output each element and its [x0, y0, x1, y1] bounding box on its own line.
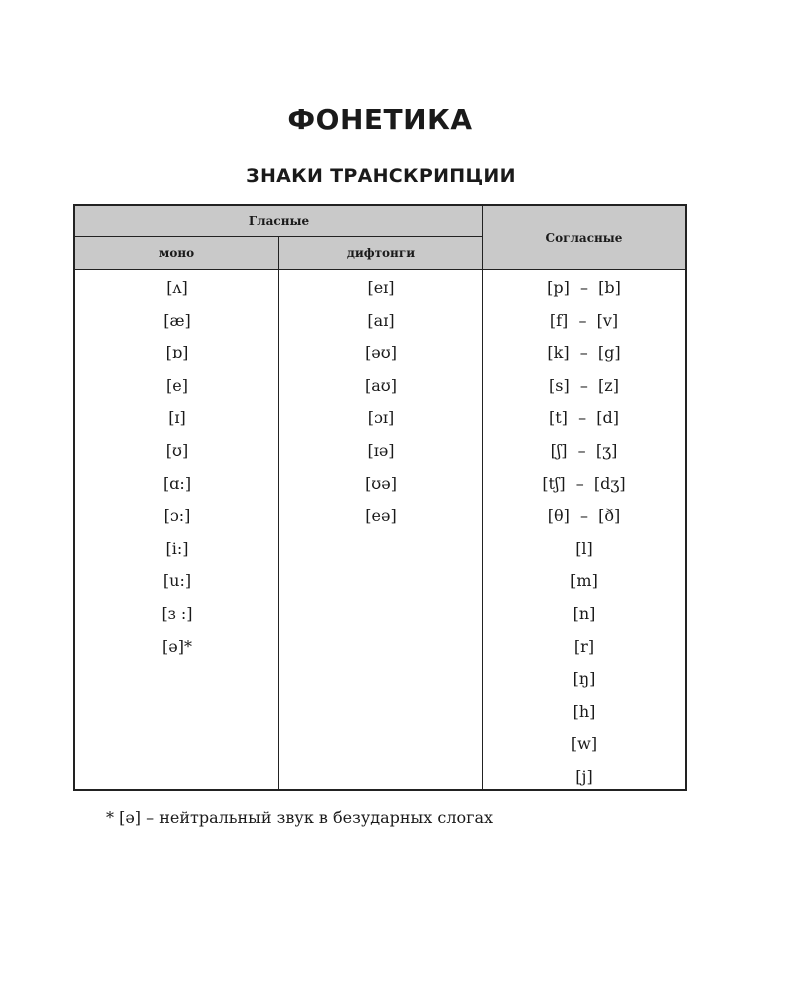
mono-cell: [æ]	[163, 310, 191, 330]
page-title: ФОНЕТИКА	[287, 103, 473, 136]
diphthong-cell: [əʊ]	[365, 343, 397, 363]
page-subtitle: ЗНАКИ ТРАНСКРИПЦИИ	[246, 165, 516, 187]
diphthong-cell: [ʊə]	[365, 473, 397, 493]
header-vowels: Гласные	[75, 206, 483, 237]
consonants-column	[483, 270, 685, 794]
diphthong-cell: [ɪə]	[367, 440, 395, 460]
mono-cell: [u:]	[162, 571, 192, 591]
consonant-cell: [n]	[572, 603, 596, 623]
diphthong-cell: [ɔɪ]	[367, 408, 395, 428]
consonant-cell: [p] – [b]	[547, 278, 621, 297]
mono-cell: [ɒ]	[165, 343, 189, 363]
diphthong-cell: [aʊ]	[365, 375, 397, 395]
footnote: * [ə] – нейтральный звук в безударных слогах	[106, 808, 494, 827]
diphthongs-column	[279, 270, 483, 533]
diphthong-cell: [aɪ]	[367, 310, 395, 330]
mono-cell: [e]	[166, 375, 188, 395]
transcription-table	[73, 204, 687, 791]
consonant-cell: [j]	[575, 766, 593, 786]
consonant-cell: [m]	[570, 571, 598, 591]
consonant-cell: [f] – [v]	[549, 310, 619, 330]
mono-cell: [i:]	[165, 538, 189, 558]
diphthong-cell: [eə]	[365, 506, 397, 526]
consonant-cell: [t] – [d]	[549, 408, 619, 428]
header-consonants: Согласные	[483, 206, 685, 269]
mono-cell: [ɑ:]	[162, 473, 192, 493]
consonant-cell: [ŋ]	[572, 669, 596, 689]
header-mono: моно	[75, 237, 279, 269]
header-diphthongs: дифтонги	[279, 237, 483, 269]
mono-cell: [ʌ]	[166, 278, 188, 297]
consonant-cell: [l]	[575, 538, 593, 558]
consonant-cell: [θ] – [ð]	[547, 506, 621, 526]
mono-column	[75, 270, 279, 663]
mono-cell: [ɜ :]	[161, 603, 193, 623]
mono-cell: [ə]*	[162, 636, 192, 656]
consonant-cell: [s] – [z]	[549, 375, 619, 395]
consonant-cell: [h]	[572, 701, 596, 721]
consonant-cell: [ʃ] – [ʒ]	[550, 440, 618, 460]
diphthong-cell: [eɪ]	[367, 278, 395, 297]
mono-cell: [ɪ]	[168, 408, 186, 428]
consonant-cell: [k] – [g]	[547, 343, 621, 363]
consonant-cell: [w]	[570, 734, 598, 754]
consonant-cell: [r]	[573, 636, 595, 656]
consonant-cell: [tʃ] – [dʒ]	[542, 473, 626, 493]
mono-cell: [ʊ]	[165, 440, 189, 460]
mono-cell: [ɔ:]	[163, 506, 191, 526]
